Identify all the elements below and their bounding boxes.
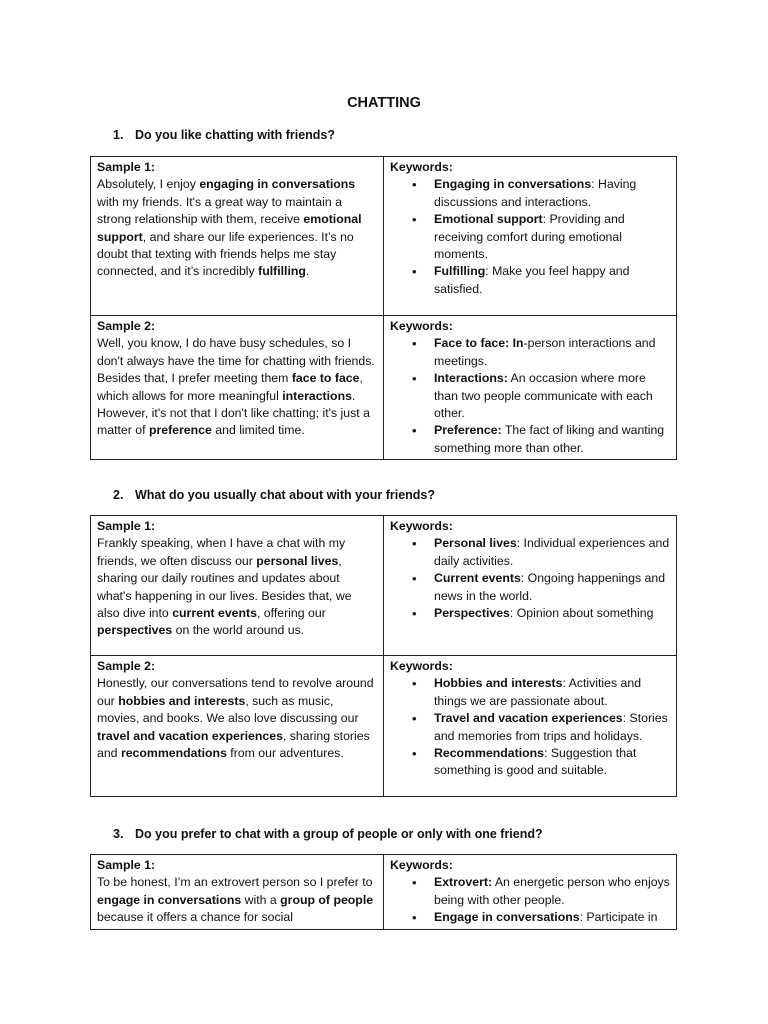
keyword-item [434,675,670,710]
answer-text: , sharing our daily routines and updates about what's happening in our lives. Besides that, we also dive into [97,553,352,621]
question-text: What do you usually chat about with your friends? [135,488,436,502]
keyword-definition: : Individual experiences and daily activities. [434,536,670,568]
keyword-term: Perspectives [434,606,510,621]
question-3 [113,827,543,841]
keyword-term: Engage in conversations [434,910,580,925]
keyword-item [434,335,670,370]
keywords-cell [384,316,677,460]
sample-answer [97,675,377,762]
keywords-label: Keywords: [390,858,453,872]
keyword-definition: : Suggestion that something is good and suitable. [434,746,637,778]
answer-text: and limited time. [211,423,305,438]
keywords-cell [384,516,677,656]
keyword-term: Engaging in conversations [434,177,592,192]
keyword-item [434,710,670,745]
answer-keyword: current events [172,606,257,621]
keyword-definition: : Stories and memories from trips and holidays. [434,711,668,743]
sample-answer [97,535,377,639]
sample-cell [91,157,384,316]
answer-keyword: personal lives [256,553,339,568]
keyword-definition: An occasion where more than two people communicate with each other. [434,371,653,421]
keyword-item [434,909,670,926]
keyword-definition: : Make you feel happy and satisfied. [434,264,630,296]
sample-table-3 [90,854,677,930]
keyword-definition: The fact of liking and wanting something more than other. [434,423,665,455]
keyword-term: Preference: [434,423,502,438]
keyword-item [434,605,670,622]
keywords-label: Keywords: [390,519,453,533]
answer-keyword: perspectives [97,623,173,638]
keywords-label: Keywords: [390,160,453,174]
sample-table-1 [90,156,677,460]
sample-row [91,656,677,797]
keyword-term: Extrovert: [434,875,493,890]
sample-label: Sample 2: [97,319,156,333]
keyword-item [434,570,670,605]
keyword-definition: : Ongoing happenings and news in the world. [434,571,666,603]
answer-keyword: preference [148,423,212,438]
answer-text: , offering our [256,606,326,621]
keyword-definition: An energetic person who enjoys being with other people. [434,875,670,907]
answer-text: , which allows for more meaningful [97,371,363,403]
sample-row [91,516,677,656]
keyword-definition: -person interactions and meetings. [434,336,656,368]
sample-label: Sample 1: [97,519,156,533]
answer-text: on the world around us. [172,623,305,638]
keyword-term: Current events [434,571,521,586]
answer-text: with a [241,892,281,907]
answer-keyword: travel and vacation experiences [97,728,283,743]
question-number: 1. [113,128,124,142]
keyword-item [434,370,670,422]
question-2 [113,488,435,502]
keyword-term: Face to face: In [434,336,524,351]
answer-text: . However, it's not that I don't like chatting; it's just a matter of [97,388,370,438]
answer-keyword: emotional support [97,212,362,244]
answer-keyword: interactions [282,388,352,403]
keyword-item [434,874,670,909]
answer-text: because it offers a chance for social [97,910,293,925]
answer-keyword: face to face [291,371,360,386]
keyword-item [434,535,670,570]
keyword-item [434,176,670,211]
answer-keyword: group of people [280,892,374,907]
keywords-cell [384,656,677,797]
keyword-term: Interactions: [434,371,508,386]
question-number: 2. [113,488,124,502]
answer-text: Honestly, our conversations tend to revolve around our [97,676,374,708]
answer-keyword: recommendations [120,746,227,761]
sample-cell [91,656,384,797]
answer-keyword: engaging in conversations [199,177,356,192]
question-text: Do you prefer to chat with a group of people or only with one friend? [135,827,543,841]
keyword-list [390,535,670,622]
keywords-label: Keywords: [390,319,453,333]
answer-text: Absolutely, I enjoy [97,177,200,192]
keyword-term: Emotional support [434,212,543,227]
keyword-definition: : Activities and things we are passionate about. [434,676,642,708]
keyword-term: Hobbies and interests [434,676,563,691]
sample-answer [97,335,377,439]
sample-label: Sample 2: [97,659,156,673]
keyword-list [390,874,670,926]
answer-keyword: hobbies and interests [118,693,246,708]
answer-text: with my friends. It's a great way to maintain a strong relationship with them, receive [97,194,342,227]
keyword-definition: : Having discussions and interactions. [434,177,637,209]
keyword-definition: : Opinion about something [509,606,654,621]
keyword-term: Travel and vacation experiences [434,711,623,726]
answer-text: , such as music, movies, and books. We also love discussing our [97,693,359,726]
keyword-definition: : Providing and receiving comfort during emotional moments. [434,212,625,262]
question-1 [113,128,335,142]
question-text: Do you like chatting with friends? [135,128,336,142]
keyword-item [434,211,670,263]
sample-table-2 [90,515,677,797]
keywords-label: Keywords: [390,659,453,673]
sample-row [91,855,677,930]
keywords-cell [384,855,677,930]
keyword-list [390,335,670,457]
answer-text: , and share our life experiences. It’s no doubt that texting with friends helps me stay connected, and it’s incredibly [97,229,354,279]
keyword-definition: : Participate in [579,910,658,925]
keyword-item [434,745,670,780]
answer-text: Well, you know, I do have busy schedules, so I don't always have the time for chatting with friends. Besides that, I prefer meeting them [97,336,375,386]
keyword-term: Recommendations [434,746,545,761]
sample-cell [91,516,384,656]
answer-text: , sharing stories and [97,728,370,761]
answer-text: from our adventures. [226,746,344,761]
sample-row [91,316,677,460]
keywords-cell [384,157,677,316]
keyword-term: Personal lives [434,536,517,551]
page-title: CHATTING [347,95,421,111]
keyword-item [434,422,670,457]
sample-label: Sample 1: [97,858,156,872]
sample-answer [97,176,377,280]
sample-label: Sample 1: [97,160,156,174]
keyword-item [434,263,670,298]
keyword-list [390,176,670,298]
sample-cell [91,855,384,930]
question-number: 3. [113,827,124,841]
sample-answer [97,874,377,926]
keyword-term: Fulfilling [434,264,486,279]
sample-row [91,157,677,316]
keyword-list [390,675,670,779]
sample-cell [91,316,384,460]
answer-keyword: fulfilling [258,264,306,279]
answer-text: . [305,264,310,279]
answer-text: To be honest, I’m an extrovert person so I prefer to [97,875,373,890]
answer-keyword: engage in conversations [97,892,242,907]
answer-text: Frankly speaking, when I have a chat with my friends, we often discuss our [97,536,346,568]
